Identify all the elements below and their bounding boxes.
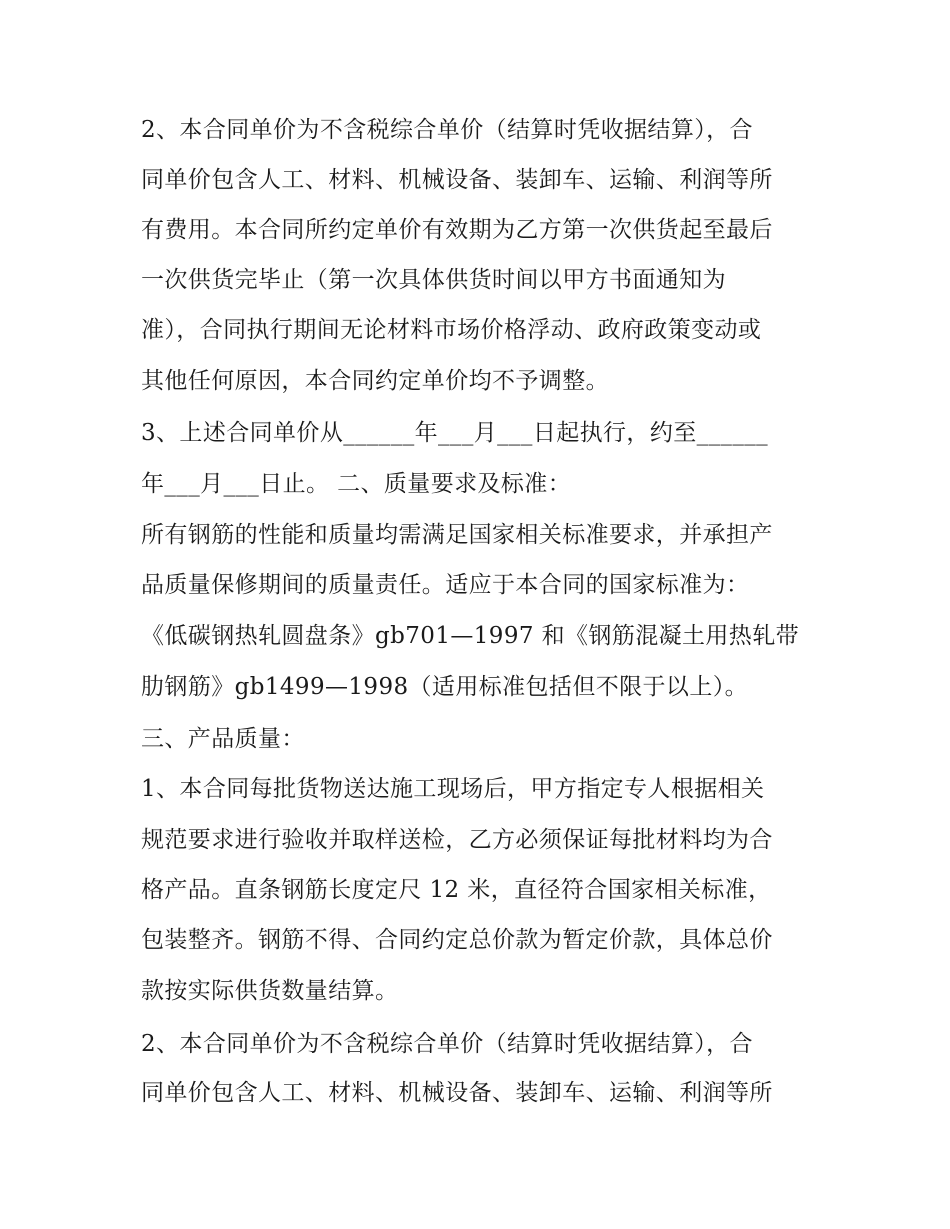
text-line-19: 2、本合同单价为不含税综合单价（结算时凭收据结算），合 (141, 1031, 753, 1057)
text-line-3: 有费用。本合同所约定单价有效期为乙方第一次供货起至最后 (141, 217, 773, 243)
text-line-9: 所有钢筋的性能和质量均需满足国家相关标准要求，并承担产 (141, 522, 773, 548)
text-line-16: 格产品。直条钢筋长度定尺 12 米，直径符合国家相关标准， (141, 877, 772, 903)
text-line-14: 1、本合同每批货物送达施工现场后，甲方指定专人根据相关 (141, 776, 765, 802)
text-line-15: 规范要求进行验收并取样送检，乙方必须保证每批材料均为合 (141, 827, 773, 853)
section-heading-quality-standards: 年___月___日止。 二、质量要求及标准： (141, 471, 572, 497)
text-line-11: 《低碳钢热轧圆盘条》gb701—1997 和《钢筋混凝土用热轧带 (141, 623, 799, 649)
text-line-4: 一次供货完毕止（第一次具体供货时间以甲方书面通知为 (141, 267, 726, 293)
text-line-2: 同单价包含人工、材料、机械设备、装卸车、运输、利润等所 (141, 167, 773, 193)
section-heading-product-quality: 三、产品质量： (141, 726, 305, 752)
text-line-10: 品质量保修期间的质量责任。适应于本合同的国家标准为： (141, 572, 750, 598)
text-line-12: 肋钢筋》gb1499—1998（适用标准包括但不限于以上）。 (141, 674, 749, 700)
text-line-20: 同单价包含人工、材料、机械设备、装卸车、运输、利润等所 (141, 1080, 773, 1106)
text-line-17: 包装整齐。钢筋不得、合同约定总价款为暂定价款，具体总价 (141, 927, 773, 953)
text-line-5: 准），合同执行期间无论材料市场价格浮动、政府政策变动或 (141, 317, 762, 343)
text-line-1: 2、本合同单价为不含税综合单价（结算时凭收据结算），合 (141, 117, 753, 143)
text-line-7: 3、上述合同单价从______年___月___日起执行，约至______ (141, 420, 769, 446)
text-line-18: 款按实际供货数量结算。 (141, 978, 399, 1004)
text-line-6: 其他任何原因，本合同约定单价均不予调整。 (141, 368, 609, 394)
